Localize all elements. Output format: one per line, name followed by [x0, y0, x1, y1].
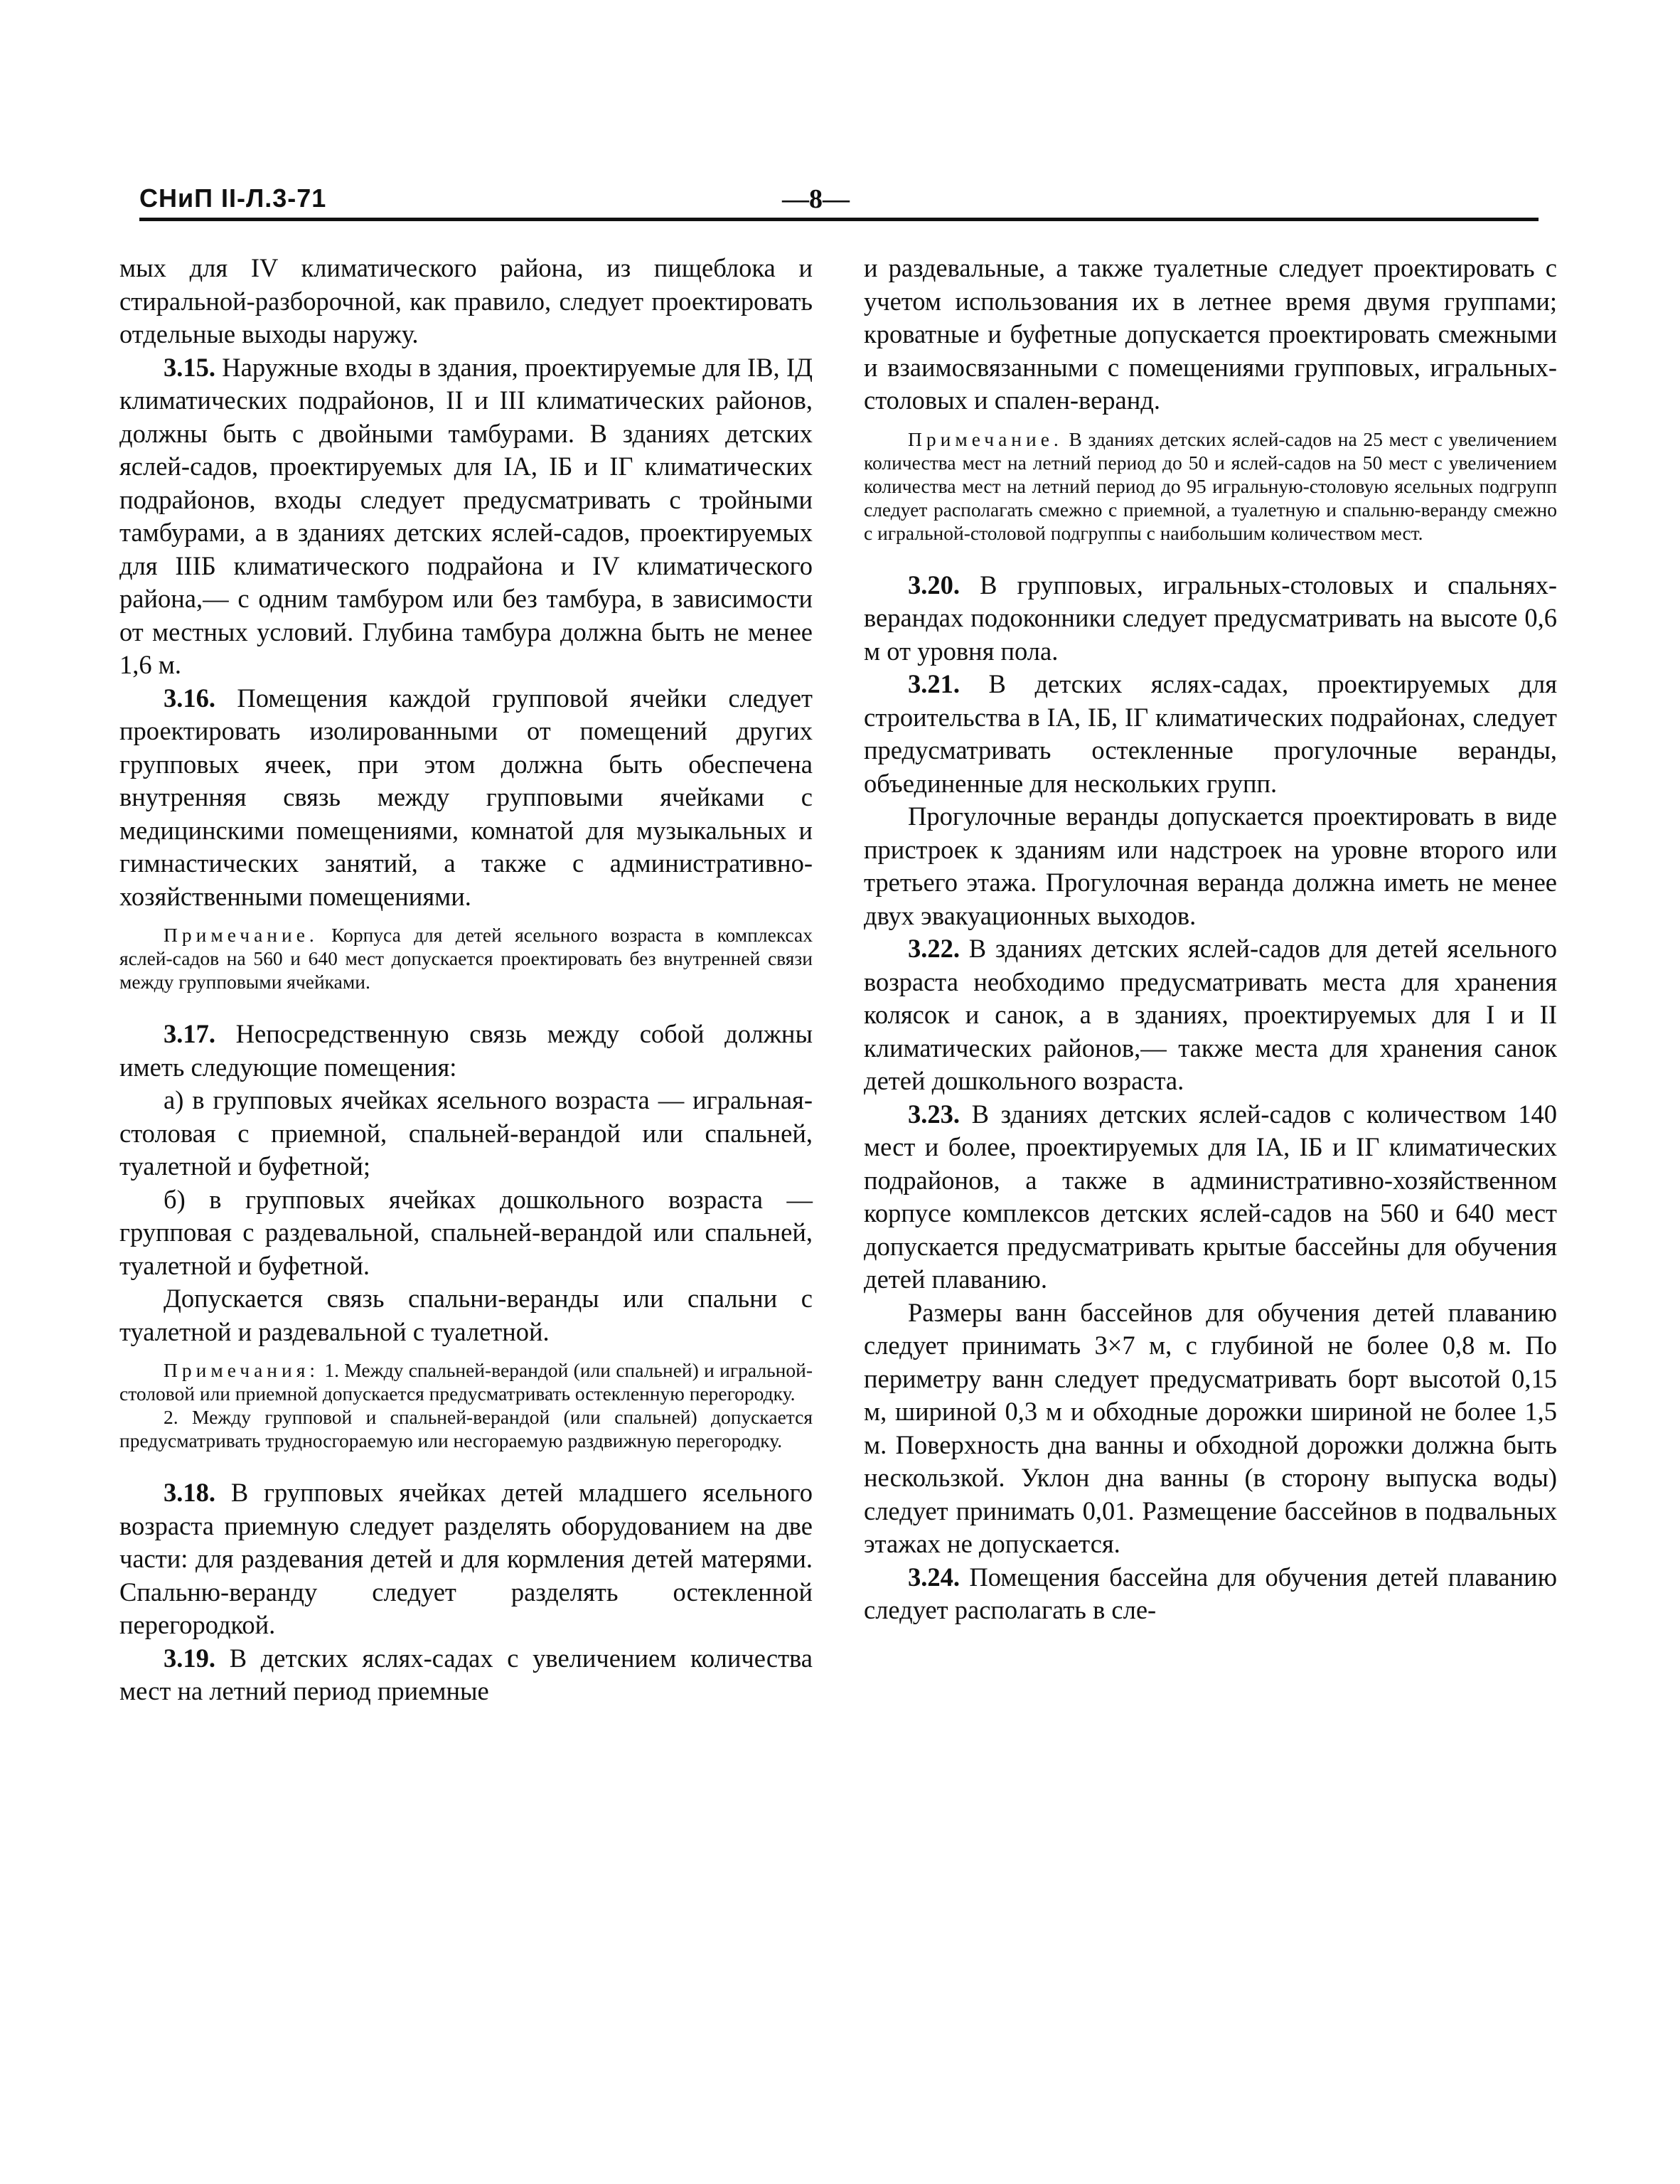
clause-number: 3.17.: [164, 1019, 215, 1048]
clause-text: В зданиях детских яслей-садов для детей ясельного возраста необходимо предусматривать места для хранения колясок и санок, а в зданиях, проектируемых для I и II климатических районов,— также места для хранения санок детей дошкольного возраста.: [864, 934, 1557, 1095]
clause-3-17-paragraph: Допускается связь спальни-веранды или спальни с туалетной и раздевальной с туалетной.: [119, 1284, 813, 1346]
clause-text: В групповых ячейках детей младшего ясельного возраста приемную следует разделять оборудованием на две части: для раздевания детей и для кормления детей матерями. Спальню-веранду следует разделять остекленной перегородкой.: [119, 1478, 813, 1639]
note-3-17-item-2: 2. Между групповой и спальней-верандой (или спальней) допускается предусматривать трудносгораемую или несгораемую раздвижную перегородку.: [119, 1406, 813, 1451]
clause-3-21-paragraph: Прогулочные веранды допускается проектировать в виде пристроек к зданиям или надстроек на уровне второго или третьего этажа. Прогулочная веранда должна иметь не менее двух эвакуационных выходов.: [864, 801, 1557, 930]
page-number: —8—: [782, 184, 850, 214]
paragraph-continuation: и раздевальные, а также туалетные следует проектировать с учетом использования их в летнее время двумя группами; кроватные и буфетные допускается проектировать смежными и взаимосвязанными с помещениями групповых, игральных-столовых и спален-веранд.: [864, 253, 1557, 415]
note-3-17: [119, 1358, 813, 1405]
clause-number: 3.22.: [908, 934, 960, 963]
clause-text: Помещения бассейна для обучения детей плаванию следует располагать в сле-: [864, 1562, 1557, 1624]
clause-number: 3.18.: [164, 1478, 215, 1507]
note-text: 1. Между спальней-верандой (или спальней) и игральной-столовой или приемной допускается предусматривать остекленную перегородку.: [119, 1359, 813, 1405]
paragraph-continuation: мых для IV климатического района, из пищеблока и стиральной-разборочной, как правило, следует проектировать отдельные выходы наружу.: [119, 253, 813, 348]
left-column: [119, 252, 813, 1708]
clause-3-15: [119, 351, 813, 682]
clause-3-23: [864, 1098, 1557, 1296]
note-3-16: [119, 923, 813, 994]
note-3-19: [864, 427, 1557, 545]
clause-number: 3.24.: [908, 1562, 960, 1592]
clause-text: В детских яслях-садах, проектируемых для строительства в IA, IБ, IГ климатических подрайонах, следует предусматривать остекленные прогулочные веранды, объединенные для нескольких групп.: [864, 669, 1557, 798]
note-label: Примечание.: [908, 427, 1063, 450]
clause-3-22: [864, 932, 1557, 1098]
clause-text: Непосредственную связь между собой должны иметь следующие помещения:: [119, 1019, 813, 1082]
clause-number: 3.21.: [908, 669, 960, 698]
note-text: Корпуса для детей ясельного возраста в комплексах яслей-садов на 560 и 640 мест допускается проектировать без внутренней связи между групповыми ячейками.: [119, 924, 813, 993]
clause-3-18: [119, 1476, 813, 1642]
clause-text: В детских яслях-садах с увеличением количества мест на летний период приемные: [119, 1643, 813, 1705]
clause-3-17-item-b: б) в групповых ячейках дошкольного возраста — групповая с раздевальной, спальней-верандой или спальней, туалетной и буфетной.: [119, 1184, 813, 1280]
note-label: Примечания:: [164, 1359, 320, 1381]
clause-3-24: [864, 1561, 1557, 1627]
clause-text: В зданиях детских яслей-садов с количеством 140 мест и более, проектируемых для IA, IБ и IГ климатических подрайонов, а также в административно-хозяйственном корпусе комплексов детских яслей-садов на 560 и 640 мест допускается предусматривать крытые бассейны для обучения детей плаванию.: [864, 1099, 1557, 1294]
clause-3-21: [864, 668, 1557, 800]
clause-3-17-item-a: а) в групповых ячейках ясельного возраста — игральная-столовая с приемной, спальней-верандой или спальней, туалетной и буфетной;: [119, 1085, 813, 1181]
page-header: [139, 183, 1539, 218]
clause-number: 3.20.: [908, 570, 960, 600]
clause-text: Помещения каждой групповой ячейки следует проектировать изолированными от помещений других групповых ячеек, при этом должна быть обеспечена внутренняя связь между групповыми ячейками с медицинскими помещениями, комнатой для музыкальных и гимнастических занятий, а также с административно-хозяйственными помещениями.: [119, 683, 813, 911]
clause-number: 3.16.: [164, 683, 215, 713]
clause-number: 3.23.: [908, 1099, 960, 1129]
clause-3-16: [119, 682, 813, 914]
clause-3-23-paragraph: Размеры ванн бассейнов для обучения детей плаванию следует принимать 3×7 м, с глубиной не более 0,8 м. По периметру ванн следует предусматривать борт высотой 0,15 м, шириной 0,3 м и обходные дорожки шириной не более 1,5 м. Поверхность дна ванны и обходной дорожки должна быть нескользкой. Уклон дна ванны (в сторону выпуска воды) следует принимать 0,01. Размещение бассейнов в подвальных этажах не допускается.: [864, 1297, 1557, 1558]
clause-3-20: [864, 569, 1557, 668]
note-label: Примечание.: [164, 924, 319, 946]
clause-text: Наружные входы в здания, проектируемые для IB, IД климатических подрайонов, II и III климатических районов, должны быть с двойными тамбурами. В зданиях детских яслей-садов, проектируемых для IA, IБ и IГ климатических подрайонов, входы следует предусматривать с тройными тамбурами, а в зданиях детских яслей-садов, проектируемых для IIIБ климатического подрайона и IV климатического района,— с одним тамбуром или без тамбура, в зависимости от местных условий. Глубина тамбура должна быть не менее 1,6 м.: [119, 352, 813, 679]
clause-number: 3.19.: [164, 1643, 215, 1673]
right-column: [864, 252, 1557, 1627]
clause-text: В групповых, игральных-столовых и спальнях-верандах подоконники следует предусматривать на высоте 0,6 м от уровня пола.: [864, 570, 1557, 666]
clause-number: 3.15.: [164, 352, 215, 382]
document-code: СНиП II-Л.3-71: [139, 183, 327, 213]
header-rule: [139, 218, 1539, 221]
clause-3-17: [119, 1018, 813, 1084]
note-text: В зданиях детских яслей-садов на 25 мест с увеличением количества мест на летний период до 50 и яслей-садов на 50 мест с увеличением количества мест на летний период до 95 игральную-столовую ясельных подгрупп следует располагать смежно с приемной, а туалетную и спальню-веранду смежно с игральной-столовой подгруппы с наибольшим количеством мест.: [864, 427, 1557, 544]
clause-3-19: [119, 1642, 813, 1708]
